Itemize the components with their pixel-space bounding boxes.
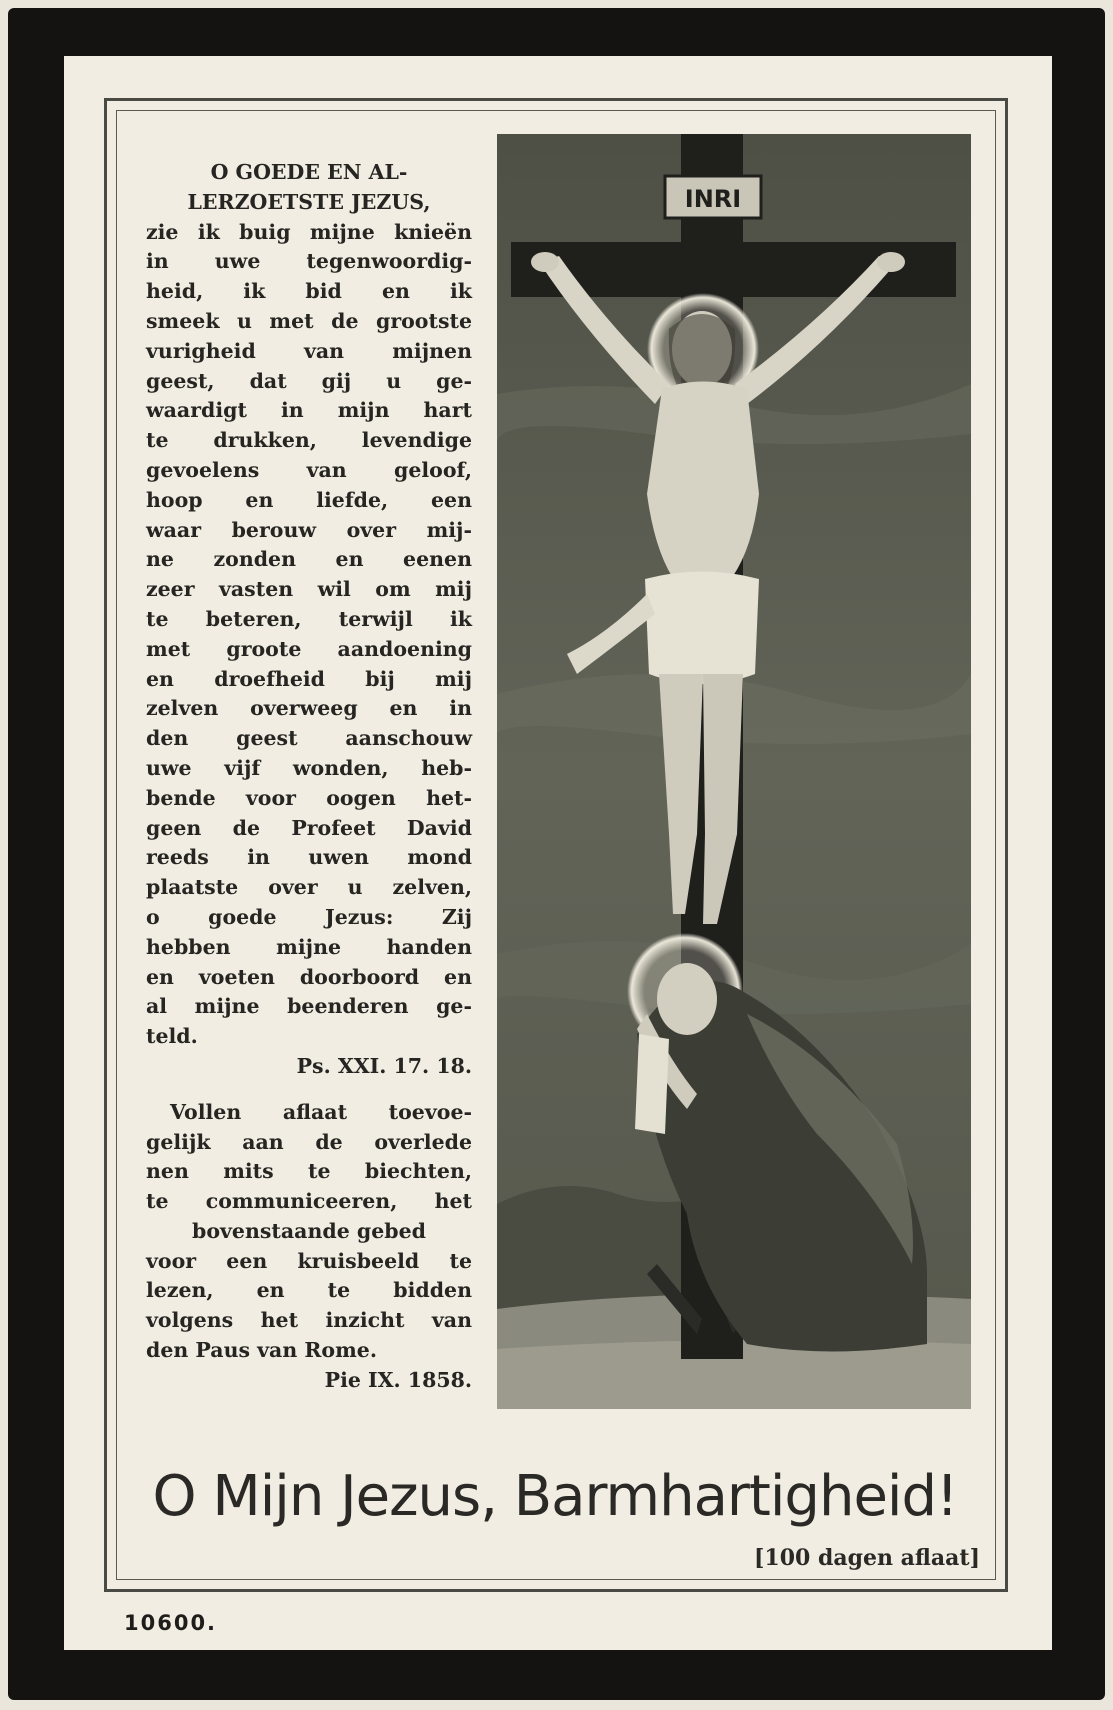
prayer-line: heid, ik bid en ik bbox=[146, 279, 472, 304]
crucifixion-illustration bbox=[497, 134, 971, 1409]
prayer-line: uwe vijf wonden, heb- bbox=[146, 755, 472, 780]
prayer-line: LERZOETSTE JEZUS, bbox=[187, 189, 431, 214]
prayer-line: in uwe tegenwoordig- bbox=[146, 249, 472, 274]
prayer-line: te drukken, levendige bbox=[146, 428, 472, 453]
prayer-paragraph bbox=[146, 158, 472, 1082]
indulgence-line: volgens het inzicht van bbox=[146, 1308, 472, 1333]
prayer-line: reeds in uwen mond bbox=[146, 845, 472, 870]
indulgence-line: Vollen aflaat toevoe- bbox=[170, 1099, 472, 1124]
left-hand bbox=[531, 252, 559, 272]
indulgence-line: den Paus van Rome. bbox=[146, 1338, 377, 1363]
prayer-line: ne zonden en eenen bbox=[146, 547, 472, 572]
magdalene-head bbox=[657, 963, 717, 1035]
prayer-line: zie ik buig mijne knieën bbox=[146, 219, 472, 244]
magdalene-cloth bbox=[635, 1034, 669, 1134]
prayer-line: O GOEDE EN AL- bbox=[210, 160, 408, 184]
prayer-line: teld. bbox=[146, 1024, 198, 1049]
indulgence-note: [100 dagen aflaat] bbox=[754, 1545, 980, 1571]
inri-inscription: INRI bbox=[684, 185, 742, 213]
prayer-line: en voeten doorboord en bbox=[146, 964, 472, 989]
psalm-citation: Ps. XXI. 17. 18. bbox=[296, 1053, 472, 1078]
prayer-line: te beteren, terwijl ik bbox=[146, 606, 472, 631]
prayer-line: met groote aandoening bbox=[146, 636, 472, 661]
loincloth bbox=[645, 572, 759, 685]
prayer-line: al mijne beenderen ge- bbox=[146, 994, 472, 1019]
indulgence-line: lezen, en te bidden bbox=[146, 1278, 472, 1303]
prayer-line: hoop en liefde, een bbox=[146, 487, 472, 512]
prayer-line: zelven overweeg en in bbox=[146, 696, 472, 721]
indulgence-paragraph bbox=[146, 1098, 472, 1396]
prayer-line: geen de Profeet David bbox=[146, 815, 472, 840]
prayer-line: bende voor oogen het- bbox=[146, 785, 472, 810]
prayer-line: zeer vasten wil om mij bbox=[146, 577, 472, 602]
prayer-line: en droefheid bij mij bbox=[146, 666, 472, 691]
indulgence-line: voor een kruisbeeld te bbox=[146, 1248, 472, 1273]
prayer-line: plaatste over u zelven, bbox=[146, 875, 472, 900]
prayer-line: den geest aanschouw bbox=[146, 726, 472, 751]
prayer-line: gevoelens van geloof, bbox=[146, 457, 472, 482]
crucifixion-svg bbox=[497, 134, 971, 1409]
indulgence-line: te communiceeren, het bbox=[146, 1189, 472, 1214]
christ-torso bbox=[647, 382, 759, 585]
closing-motto: O Mijn Jezus, Barmhartigheid! bbox=[152, 1464, 958, 1529]
prayer-line: geest, dat gij u ge- bbox=[146, 368, 472, 393]
prayer-line: vurigheid van mijnen bbox=[146, 338, 472, 363]
right-hand bbox=[877, 252, 905, 272]
pope-signature: Pie IX. 1858. bbox=[324, 1367, 472, 1392]
prayer-line: smeek u met de grootste bbox=[146, 308, 472, 333]
prayer-line: hebben mijne handen bbox=[146, 934, 472, 959]
indulgence-line: nen mits te biechten, bbox=[146, 1159, 472, 1184]
prayer-text-column bbox=[146, 158, 472, 1398]
prayer-line: waardigt in mijn hart bbox=[146, 398, 472, 423]
card-number: 10600. bbox=[124, 1611, 218, 1635]
prayer-line: waar berouw over mij- bbox=[146, 517, 472, 542]
indulgence-line: gelijk aan de overlede bbox=[146, 1129, 472, 1154]
indulgence-line: bovenstaande gebed bbox=[192, 1218, 426, 1243]
prayer-line: o goede Jezus: Zij bbox=[146, 904, 472, 929]
